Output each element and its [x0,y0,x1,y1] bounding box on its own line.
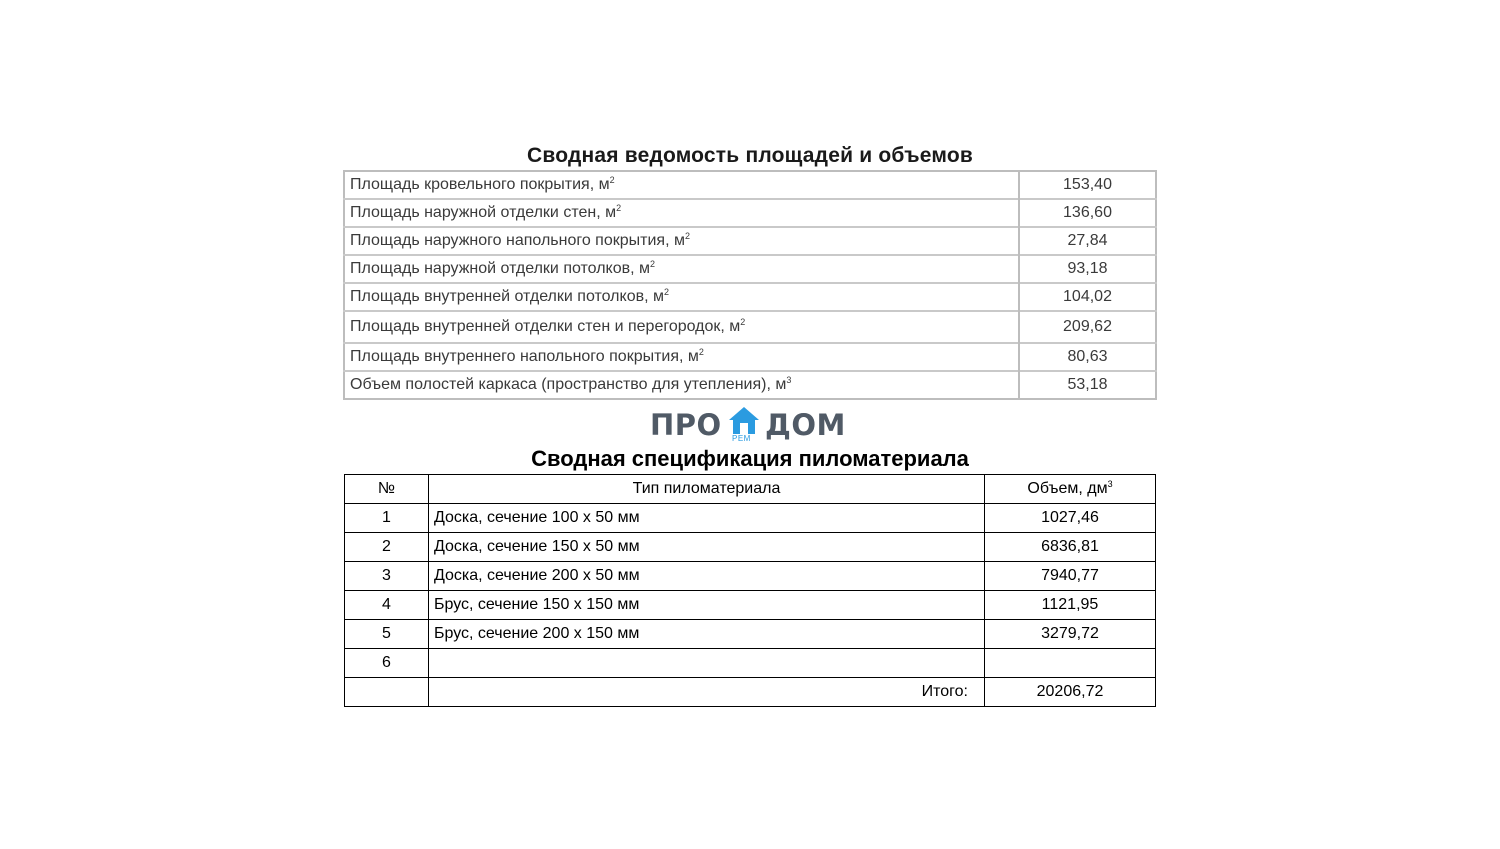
table-row [344,343,1156,371]
logo [650,404,850,446]
area-label: Площадь внутреннего напольного покрытия, $м^2$ [344,343,1019,371]
lumber-table [344,474,1156,707]
area-value: 209,62 [1019,311,1156,343]
table-row [344,255,1156,283]
table-row [344,371,1156,399]
header-volume: Объем, $дм^3$ [985,475,1156,504]
table-row [345,620,1156,649]
area-value: 136,60 [1019,199,1156,227]
table-row [345,533,1156,562]
area-label: Площадь внутренней отделки стен и перегородок, $м^2$ [344,311,1019,343]
row-type: Брус, сечение 150 х 150 мм [429,591,985,620]
table-row [345,649,1156,678]
row-volume [985,649,1156,678]
total-num-cell [345,678,429,707]
logo-left-word: ПРО [650,408,722,442]
row-type: Доска, сечение 100 х 50 мм [429,504,985,533]
logo-subtitle: РЕМ [732,434,751,443]
row-volume: 6836,81 [985,533,1156,562]
area-label: Площадь наружного напольного покрытия, $м^2$ [344,227,1019,255]
row-volume: 3279,72 [985,620,1156,649]
table-row [344,227,1156,255]
row-num: 1 [345,504,429,533]
table-total-row [345,678,1156,707]
area-label: Площадь внутренней отделки потолков, $м^2$ [344,283,1019,311]
area-label: Площадь наружной отделки стен, $м^2$ [344,199,1019,227]
total-label: Итого: [429,678,985,707]
area-value: 53,18 [1019,371,1156,399]
logo-right-word: ДОМ [765,408,846,442]
row-num: 3 [345,562,429,591]
row-type [429,649,985,678]
row-type: Брус, сечение 200 х 150 мм [429,620,985,649]
row-type: Доска, сечение 150 х 50 мм [429,533,985,562]
areas-table [343,170,1157,400]
area-label: Объем полостей каркаса (пространство для утепления), $м^3$ [344,371,1019,399]
table-row [344,199,1156,227]
header-num: № [345,475,429,504]
table-row [345,591,1156,620]
row-volume: 7940,77 [985,562,1156,591]
area-value: 80,63 [1019,343,1156,371]
row-type: Доска, сечение 200 х 50 мм [429,562,985,591]
row-volume: 1121,95 [985,591,1156,620]
table-row [345,504,1156,533]
table-row [345,562,1156,591]
table-row [344,171,1156,199]
row-num: 5 [345,620,429,649]
row-num: 6 [345,649,429,678]
house-icon [727,406,761,436]
table-row [344,283,1156,311]
area-label: Площадь наружной отделки потолков, $м^2$ [344,255,1019,283]
header-type: Тип пиломатериала [429,475,985,504]
total-value: 20206,72 [985,678,1156,707]
area-value: 27,84 [1019,227,1156,255]
lumber-table-title: Сводная спецификация пиломатериала [531,446,969,471]
areas-table-title: Сводная ведомость площадей и объемов [527,144,973,167]
area-value: 153,40 [1019,171,1156,199]
row-num: 2 [345,533,429,562]
row-volume: 1027,46 [985,504,1156,533]
area-value: 93,18 [1019,255,1156,283]
table-row [344,311,1156,343]
row-num: 4 [345,591,429,620]
area-label: Площадь кровельного покрытия, $м^2$ [350,175,615,193]
area-value: 104,02 [1019,283,1156,311]
table-header-row [345,475,1156,504]
